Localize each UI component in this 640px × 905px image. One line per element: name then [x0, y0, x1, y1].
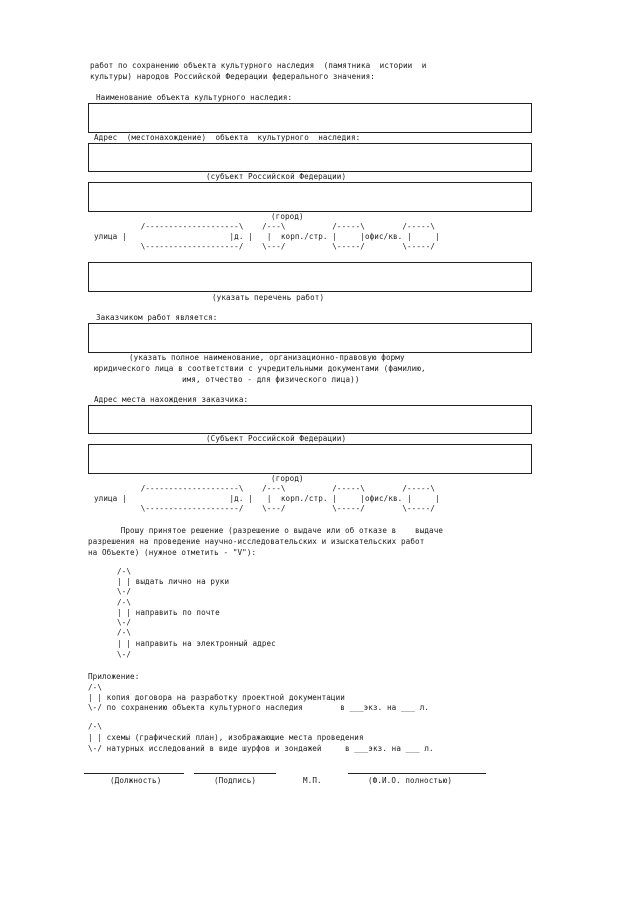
works-caption: (указать перечень работ)	[212, 293, 325, 302]
object-subject-field[interactable]	[88, 182, 532, 212]
customer-address-label: Адрес места нахождения заказчика:	[94, 395, 249, 404]
attachment-site-schemes[interactable]: | | схемы (графический план), изображающие места проведения	[88, 733, 364, 742]
attachment-1-checkbox-top: /-\	[88, 683, 103, 692]
intro-line-1: работ по сохранению объекта культурного наследия (памятника истории и	[90, 61, 427, 70]
option-send-by-mail[interactable]: | | направить по почте	[117, 608, 220, 617]
attachment-contract-copy[interactable]: | | копия договора на разработку проектной документации	[88, 693, 345, 702]
fio-caption: (Ф.И.О. полностью)	[368, 776, 453, 785]
customer-street-row-top: /--------------------\ /---\ /-----\ /-----\	[94, 484, 436, 493]
object-name-field[interactable]	[88, 103, 532, 133]
object-street-row-bottom: \--------------------/ \---/ \-----/ \-----/	[94, 242, 436, 251]
intro-line-2: культуры) народов Российской Федерации федерального значения:	[90, 72, 375, 81]
object-street-row-top: /--------------------\ /---\ /-----\ /-----\	[94, 222, 436, 231]
customer-address-field[interactable]	[88, 405, 532, 434]
object-city-caption: (город)	[271, 212, 304, 221]
option-2-checkbox-bottom: \-/	[117, 618, 132, 627]
customer-field[interactable]	[88, 323, 532, 353]
request-line-2: разрешения на проведение научно-исследовательских и изыскательских работ	[88, 537, 425, 546]
object-address-field[interactable]	[88, 143, 532, 172]
option-pickup-in-person[interactable]: | | выдать лично на руки	[117, 577, 230, 586]
customer-label: Заказчиком работ является:	[96, 313, 218, 322]
object-street-row[interactable]: улица | |д. | | корп./стр. | |офис/кв. | |	[94, 232, 440, 241]
request-line-3: на Объекте) (нужное отметить - "V"):	[88, 548, 257, 557]
request-line-1: Прошу принятое решение (разрешение о выдаче или об отказе в выдаче	[88, 526, 444, 535]
attachment-site-schemes-detail: \-/ натурных исследований в виде шурфов и зондажей в ___экз. на ___ л.	[88, 744, 434, 753]
option-3-checkbox-bottom: \-/	[117, 650, 132, 659]
customer-street-row[interactable]: улица | |д. | | корп./стр. | |офис/кв. | |	[94, 494, 440, 503]
customer-caption-line-3: имя, отчество - для физического лица))	[182, 375, 360, 384]
object-subject-caption: (субъект Российской Федерации)	[206, 172, 347, 181]
signature-caption: (Подпись)	[214, 776, 257, 785]
position-signature-line[interactable]	[84, 773, 184, 774]
object-address-label: Адрес (местонахождение) объекта культурного наследия:	[94, 133, 361, 142]
option-3-checkbox-top: /-\	[117, 628, 132, 637]
position-caption: (Должность)	[110, 776, 162, 785]
attachments-label: Приложение:	[88, 672, 140, 681]
works-list-field[interactable]	[88, 262, 532, 292]
stamp-caption: М.П.	[303, 776, 322, 785]
signature-line[interactable]	[194, 773, 276, 774]
option-1-checkbox-top: /-\	[117, 567, 132, 576]
option-send-to-email[interactable]: | | направить на электронный адрес	[117, 639, 276, 648]
customer-caption-line-1: (указать полное наименование, организационно-правовую форму	[129, 353, 405, 362]
attachment-contract-copy-detail: \-/ по сохранению объекта культурного наследия в ___экз. на ___ л.	[88, 703, 430, 712]
fio-signature-line[interactable]	[348, 773, 486, 774]
customer-street-row-bottom: \--------------------/ \---/ \-----/ \-----/	[94, 504, 436, 513]
option-1-checkbox-bottom: \-/	[117, 587, 132, 596]
option-2-checkbox-top: /-\	[117, 598, 132, 607]
object-name-label: Наименование объекта культурного наследия:	[96, 93, 293, 102]
customer-subject-caption: (Субъект Российской Федерации)	[206, 434, 347, 443]
customer-caption-line-2: юридического лица в соответствии с учредительными документами (фамилию,	[94, 364, 426, 373]
attachment-2-checkbox-top: /-\	[88, 722, 103, 731]
customer-city-caption: (город)	[271, 474, 304, 483]
customer-subject-field[interactable]	[88, 444, 532, 474]
